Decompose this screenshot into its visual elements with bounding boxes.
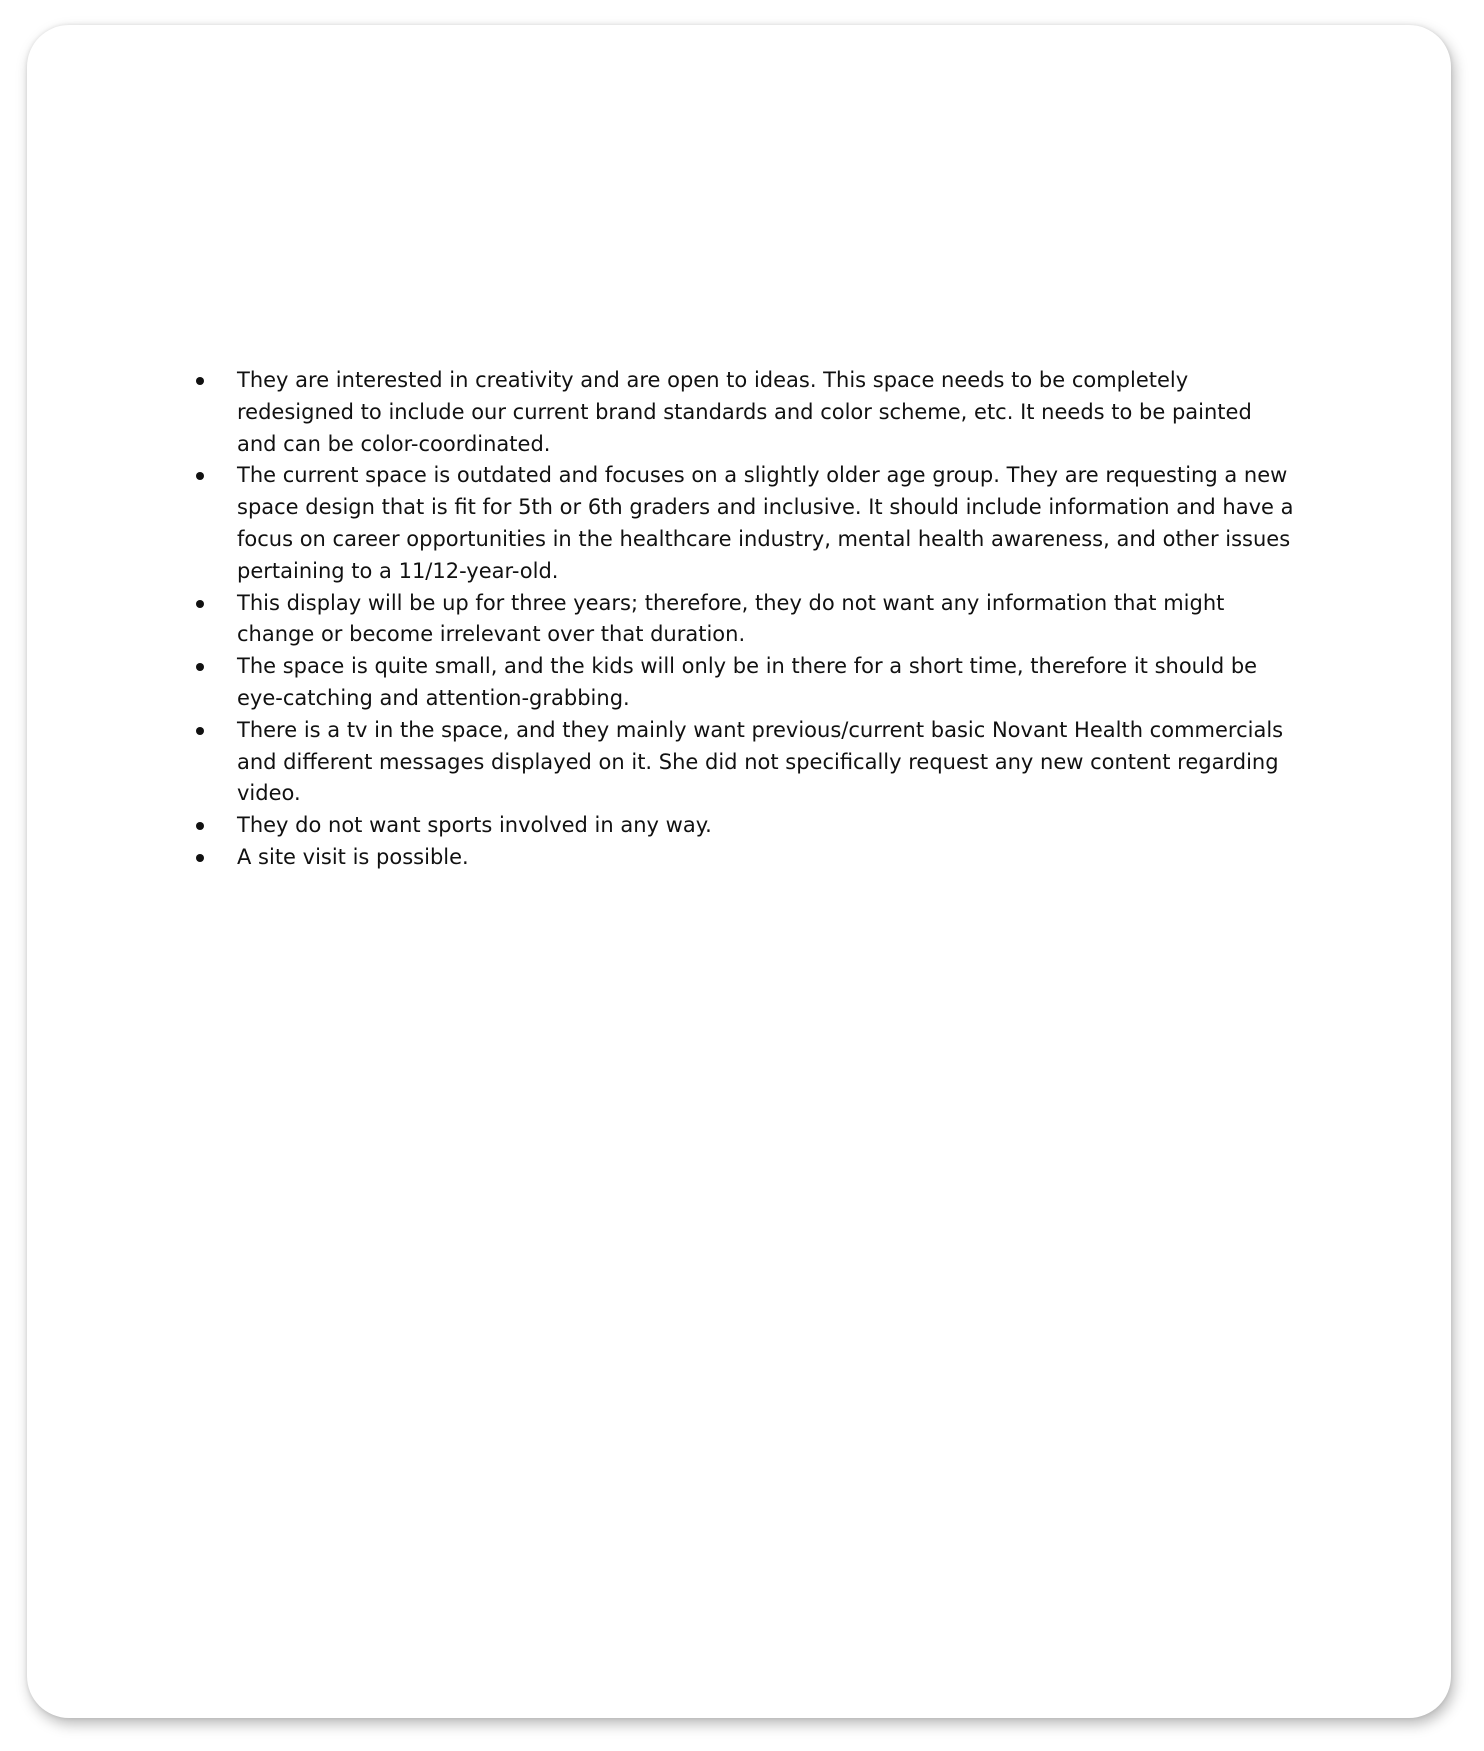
bullet-icon	[196, 600, 204, 608]
list-item-text: There is a tv in the space, and they mainly want previous/current basic Novant Health commercials and different messages displayed on it. She did not specifically request any new content regarding video.	[237, 717, 1284, 806]
list-item	[27, 365, 1297, 460]
requirements-bullet-list	[27, 365, 1297, 874]
bullet-icon	[196, 663, 204, 671]
list-item-text: A site visit is possible.	[237, 844, 469, 869]
bullet-icon	[196, 727, 204, 735]
list-item	[27, 715, 1297, 810]
bullet-icon	[196, 822, 204, 830]
list-item-text: They do not want sports involved in any way.	[237, 813, 712, 838]
bullet-icon	[196, 854, 204, 862]
bullet-icon	[196, 377, 204, 385]
list-item-text: They are interested in creativity and are open to ideas. This space needs to be completely redesigned to include our current brand standards and color scheme, etc. It needs to be painted and can be color-coordinated.	[237, 368, 1252, 456]
list-item-text: The space is quite small, and the kids will only be in there for a short time, therefore it should be eye-catching and attention-grabbing.	[237, 654, 1258, 710]
list-item	[27, 842, 1297, 874]
list-item-text: The current space is outdated and focuses on a slightly older age group. They are requesting a new space design that is fit for 5th or 6th graders and inclusive. It should include information and have a focus on career opportunities in the healthcare industry, mental health awareness, and other issues pertaining to a 11/12-year-old.	[237, 463, 1294, 583]
bullet-icon	[196, 472, 204, 480]
list-item	[27, 588, 1297, 652]
list-item	[27, 810, 1297, 842]
list-item	[27, 651, 1297, 715]
list-item	[27, 460, 1297, 587]
list-item-text: This display will be up for three years; therefore, they do not want any information that might change or become irrelevant over that duration.	[237, 590, 1225, 647]
document-page	[27, 25, 1451, 1718]
